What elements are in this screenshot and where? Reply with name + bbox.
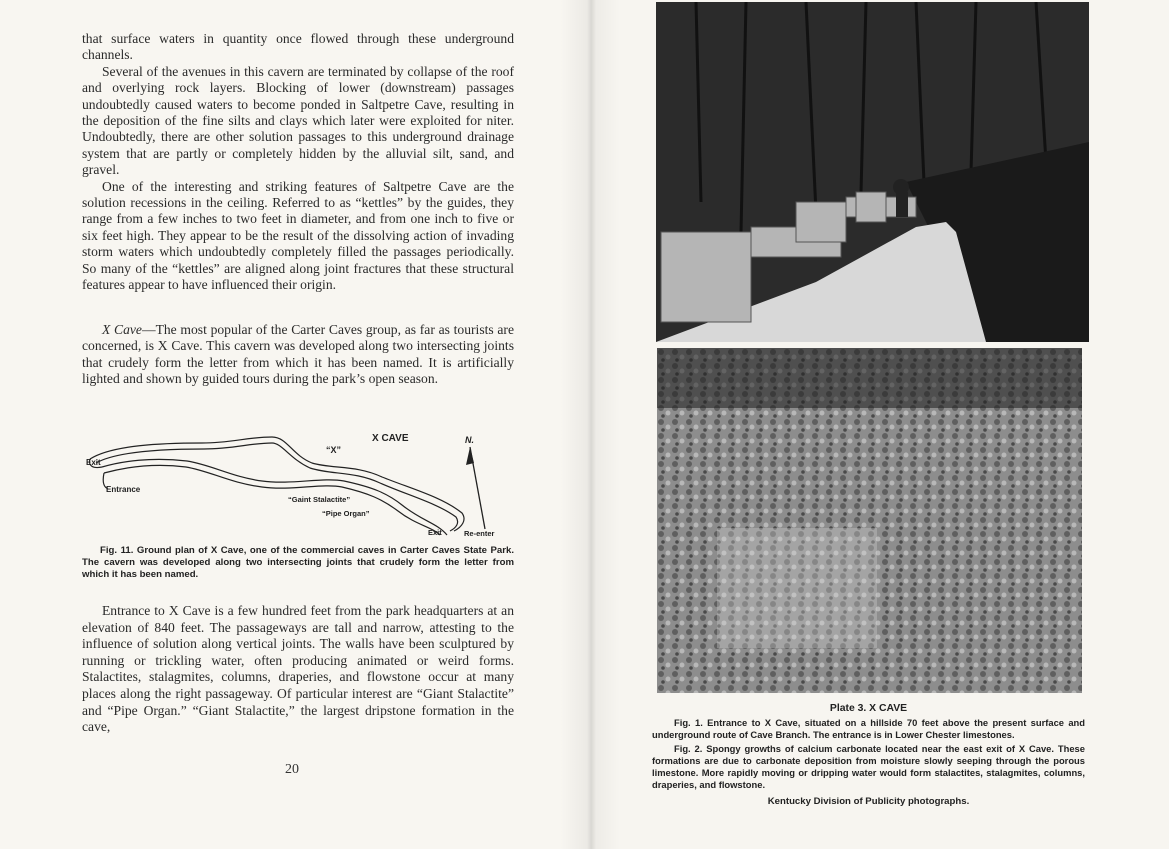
photo-cave-entrance	[656, 2, 1089, 342]
text-block-saltpetre	[82, 31, 514, 294]
x-marker-label: “X”	[326, 445, 342, 455]
plate-fig1-caption: Fig. 1. Entrance to X Cave, situated on a hillside 70 feet above the present surface and underground route of Cave Branch. The entrance is in Lower Chester limestones.	[652, 717, 1085, 740]
paragraph: Several of the avenues in this cavern are terminated by collapse of the roof and overlying rock layers. Blocking of lower (downstream) passages undoubtedly caused waters to become ponded in Saltpetre Cave, resulting in the deposition of the fine silts and clays which later were exploited for niter. Undoubtedly, there are other solution passages to this underground drainage system that are partly or completely hidden by the alluvial silt, sand, and gravel.	[82, 63, 514, 178]
re-enter-label: Re-enter	[464, 529, 495, 538]
paragraph: Entrance to X Cave is a few hundred feet from the park headquarters at an elevation of 840 feet. The passageways are tall and narrow, attesting to the influence of solution along vertical joints. The walls have been sculptured by running or trickling water, often producing animated or weird forms. Stalactites, stalagmites, columns, draperies, and flowstone occur at many places along the right passageway. Of particular interest are “Giant Stalactite” and “Pipe Organ.” “Giant Stalactite,” the largest dripstone formation in the cave,	[82, 603, 514, 735]
figure-caption: Fig. 11. Ground plan of X Cave, one of the commercial caves in Carter Caves State Park. The cavern was developed along two intersecting joints that crudely form the letter from which it has been named.	[82, 545, 514, 581]
paragraph	[82, 322, 514, 388]
x-cave-ground-plan	[82, 425, 518, 545]
paragraph: that surface waters in quantity once flowed through these underground channels.	[82, 31, 514, 63]
cave-passages	[90, 437, 465, 535]
plate-fig2-caption: Fig. 2. Spongy growths of calcium carbonate located near the east exit of X Cave. These formations are due to carbonate deposition from moisture slowly seeping through the porous limestone. More rapidly moving or dripping water would form stalactites, stalagmites, columns, draperies, and flowstone.	[652, 743, 1085, 790]
passage-lower-inner	[104, 465, 440, 535]
giant-stalactite-label: “Gaint Stalactite”	[288, 495, 351, 504]
text-block-x-cave	[82, 322, 514, 388]
x-cave-heading: X Cave	[102, 322, 142, 337]
north-label: N.	[465, 435, 474, 445]
north-arrow	[466, 447, 485, 529]
exit-right-label: Exit	[428, 528, 442, 537]
exit-left-label: Exit	[86, 458, 101, 467]
page-number: 20	[285, 762, 299, 777]
pipe-organ-label: “Pipe Organ”	[322, 509, 370, 518]
passage-upper-inner	[96, 443, 458, 531]
passage-lower-outer	[102, 459, 447, 535]
growths-photo-art	[657, 348, 1082, 693]
entrance-photo-art	[656, 2, 1089, 342]
paragraph: One of the interesting and striking features of Saltpetre Cave are the solution recessions in the ceiling. Referred to as “kettles” by the guides, they range from a few inches to two feet in diameter, and from one inch to five or six feet high. They appear to be the result of the dissolving action of invading storm waters which undoubtedly completely filled the passages periodically. So many of the “kettles” are aligned along joint fractures that these structural features appear to have influenced their origin.	[82, 178, 514, 293]
plate-title: Plate 3. X CAVE	[829, 703, 908, 714]
photo-calcium-carbonate-growths	[657, 348, 1082, 693]
text-block-entrance	[82, 603, 514, 736]
x-cave-paragraph-text: —The most popular of the Carter Caves group, as far as tourists are concerned, is X Cave. This cavern was developed along two intersecting joints that crudely form the letter from which it has been named. It is artificially lighted and shown by guided tours during the park’s open season.	[82, 322, 514, 387]
entrance-label: Entrance	[106, 485, 141, 494]
diagram-title: X CAVE	[372, 433, 409, 444]
x-cave-map	[82, 425, 518, 545]
photo-credit: Kentucky Division of Publicity photographs.	[767, 796, 970, 807]
